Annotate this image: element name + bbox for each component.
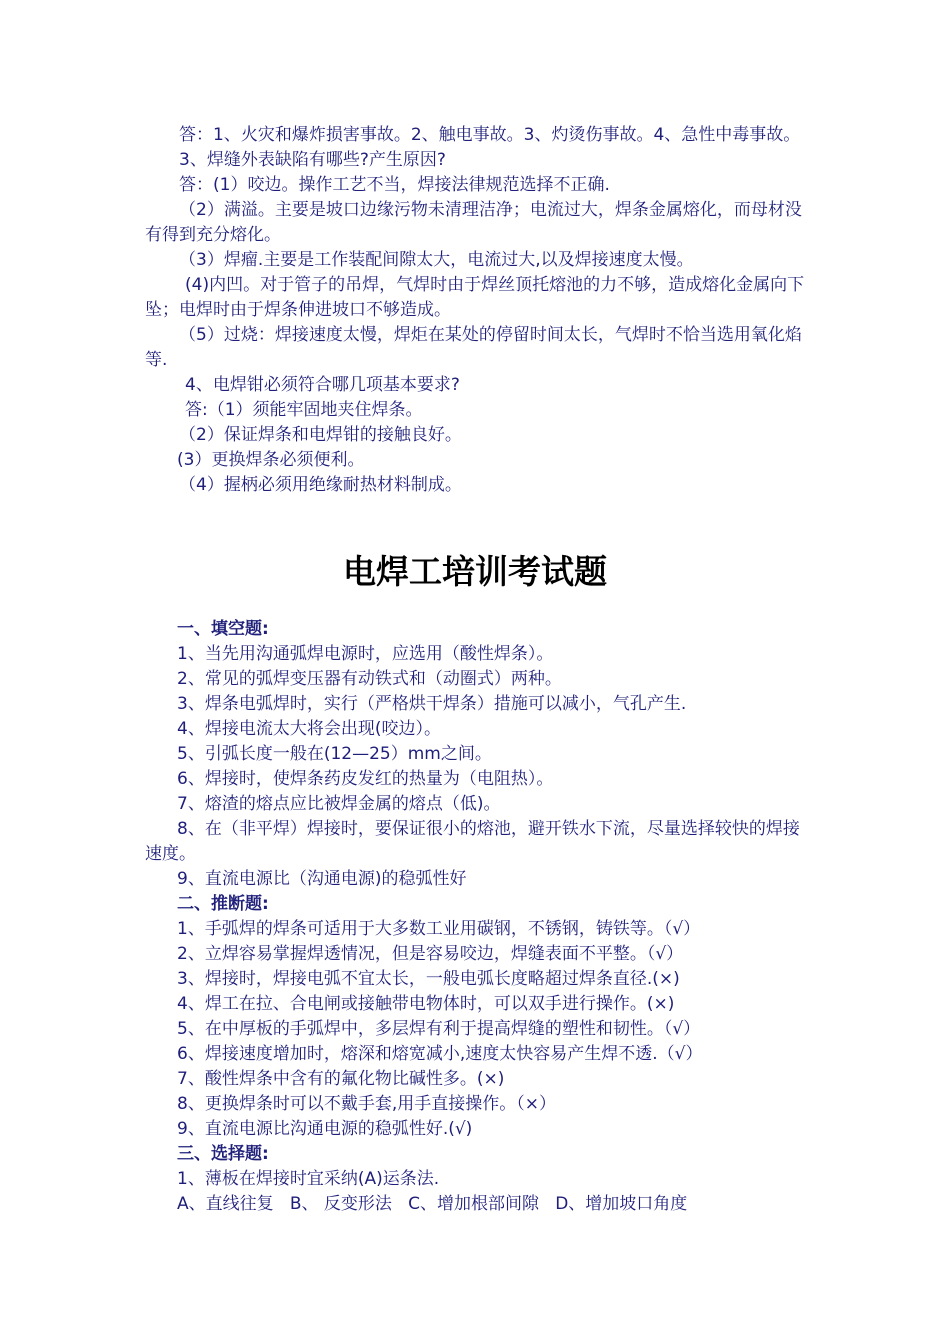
exam-section: [145, 617, 815, 1217]
paragraph: 4、电焊钳必须符合哪几项基本要求?: [185, 375, 460, 395]
question-item: 2、常见的弧焊变压器有动铁式和（动圈式）两种。: [177, 669, 562, 689]
question-item: 4、焊接电流太大将会出现(咬边）。: [177, 719, 441, 739]
answer-options: A、直线往复 B、 反变形法 C、增加根部间隙 D、增加坡口角度: [177, 1194, 688, 1214]
paragraph: (4)内凹。对于管子的吊焊，气焊时由于焊丝顶托熔池的力不够，造成熔化金属向下坠；电焊时由于焊条伸进坡口不够造成。: [145, 275, 805, 320]
document-title: 电焊工培训考试题: [343, 552, 607, 591]
question-item: 1、薄板在焊接时宜采纳(A)运条法.: [177, 1169, 440, 1189]
question-item: 6、焊接时，使焊条药皮发红的热量为（电阻热）。: [177, 769, 554, 789]
top-section: [145, 123, 815, 498]
paragraph: （4）握柄必须用绝缘耐热材料制成。: [179, 475, 462, 495]
paragraph: （2）保证焊条和电焊钳的接触良好。: [179, 425, 462, 445]
section-heading-fill-blank: 一、填空题:: [177, 619, 269, 639]
question-item: 5、引弧长度一般在(12—25）mm之间。: [177, 744, 492, 764]
question-item: 7、熔渣的熔点应比被焊金属的熔点（低)。: [177, 794, 501, 814]
question-item: 1、当先用沟通弧焊电源时，应选用（酸性焊条）。: [177, 644, 554, 664]
question-item: 9、直流电源比沟通电源的稳弧性好.(√): [177, 1119, 473, 1139]
paragraph: （2）满溢。主要是坡口边缘污物未清理洁净；电流过大，焊条金属熔化，而母材没有得到充分熔化。: [145, 200, 802, 245]
question-item: 3、焊条电弧焊时，实行（严格烘干焊条）措施可以减小，气孔产生.: [177, 694, 687, 714]
question-item: 7、酸性焊条中含有的氟化物比碱性多。(×): [177, 1069, 505, 1089]
paragraph: （5）过烧：焊接速度太慢，焊炬在某处的停留时间太长，气焊时不恰当选用氧化焰等.: [145, 325, 802, 370]
section-heading-true-false: 二、推断题:: [177, 894, 269, 914]
paragraph: (3）更换焊条必须便利。: [177, 450, 365, 470]
question-item: 2、立焊容易掌握焊透情况，但是容易咬边，焊缝表面不平整。（√）: [177, 944, 684, 964]
question-item: 4、焊工在拉、合电闸或接触带电物体时，可以双手进行操作。(×): [177, 994, 675, 1014]
question-item: 5、在中厚板的手弧焊中，多层焊有利于提高焊缝的塑性和韧性。（√）: [177, 1019, 701, 1039]
paragraph: 答:（1）须能牢固地夹住焊条。: [185, 400, 423, 420]
paragraph: 答：(1）咬边。操作工艺不当，焊接法律规范选择不正确.: [179, 175, 610, 195]
question-item: 1、手弧焊的焊条可适用于大多数工业用碳钢，不锈钢，铸铁等。（√）: [177, 919, 701, 939]
question-item: 3、焊接时，焊接电弧不宜太长，一般电弧长度略超过焊条直径.(×): [177, 969, 680, 989]
paragraph: 答：1、火灾和爆炸损害事故。2、触电事故。3、灼烫伤事故。4、急性中毒事故。: [179, 125, 801, 145]
question-item: 6、焊接速度增加时，熔深和熔宽减小,速度太快容易产生焊不透.（√）: [177, 1044, 703, 1064]
paragraph: （3）焊瘤.主要是工作装配间隙太大，电流过大,以及焊接速度太慢。: [179, 250, 694, 270]
question-item: 8、更换焊条时可以不戴手套,用手直接操作。（×）: [177, 1094, 556, 1114]
question-item: 8、在（非平焊）焊接时，要保证很小的熔池，避开铁水下流，尽量选择较快的焊接速度。: [145, 819, 800, 864]
question-item: 9、直流电源比（沟通电源)的稳弧性好: [177, 869, 467, 889]
section-heading-multiple-choice: 三、选择题:: [177, 1144, 269, 1164]
paragraph: 3、焊缝外表缺陷有哪些?产生原因?: [179, 150, 446, 170]
